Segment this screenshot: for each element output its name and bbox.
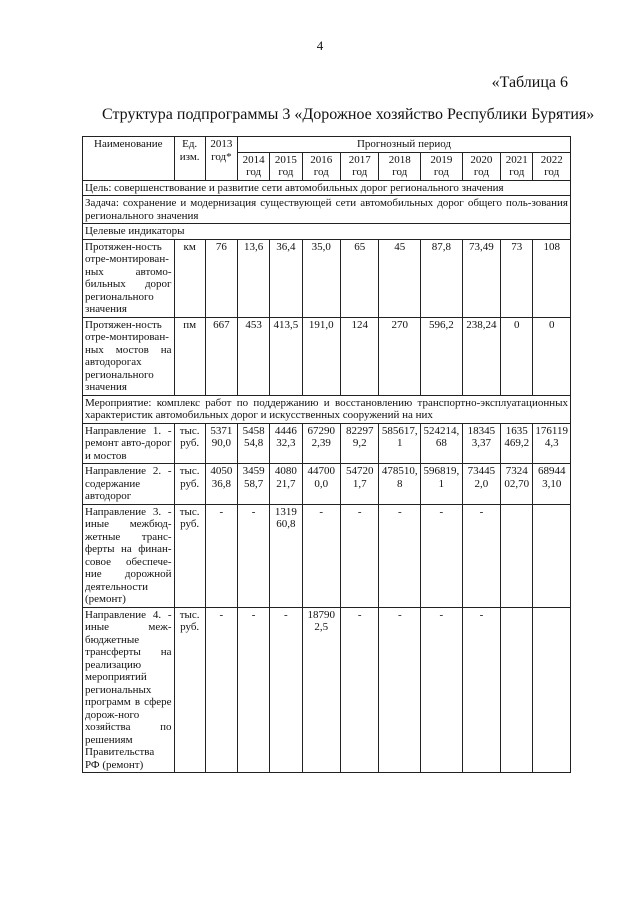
row-unit: тыс. руб. bbox=[174, 423, 205, 464]
cell-value: 0 bbox=[501, 317, 533, 395]
cell-value: 345958,7 bbox=[238, 464, 270, 505]
cell-value: - bbox=[238, 607, 270, 773]
cell-value: 73 bbox=[501, 239, 533, 317]
cell-value: 35,0 bbox=[302, 239, 340, 317]
table-row bbox=[83, 317, 571, 395]
row-name: Направление 3. - иные межбюд-жетные транс-ферты на финан-совое обеспече-ние дорожной деятельности (ремонт) bbox=[83, 504, 175, 607]
cell-value: - bbox=[462, 504, 500, 607]
header-unit: Ед. изм. bbox=[174, 137, 205, 181]
row-unit: тыс. руб. bbox=[174, 504, 205, 607]
header-row bbox=[83, 137, 571, 153]
header-year: 2017 год bbox=[340, 152, 378, 180]
header-year: 2016 год bbox=[302, 152, 340, 180]
cell-value: 270 bbox=[379, 317, 421, 395]
cell-value: 689443,10 bbox=[533, 464, 571, 505]
cell-value: 732402,70 bbox=[501, 464, 533, 505]
cell-value: 76 bbox=[205, 239, 237, 317]
cell-value: - bbox=[205, 504, 237, 607]
cell-value: 596,2 bbox=[421, 317, 463, 395]
cell-value: 667 bbox=[205, 317, 237, 395]
row-name: Протяжен-ность отре-монтирован-ных автомо-бильных дорог регионального значения bbox=[83, 239, 175, 317]
cell-value: - bbox=[421, 504, 463, 607]
cell-value bbox=[533, 504, 571, 607]
cell-value: 238,24 bbox=[462, 317, 500, 395]
cell-value: 124 bbox=[340, 317, 378, 395]
table-label: «Таблица 6 bbox=[491, 74, 568, 91]
row-name: Направление 2. - содержание автодорог bbox=[83, 464, 175, 505]
cell-value: - bbox=[462, 607, 500, 773]
row-name: Направление 1. - ремонт авто-дорог и мостов bbox=[83, 423, 175, 464]
cell-value bbox=[501, 607, 533, 773]
header-year: 2020 год bbox=[462, 152, 500, 180]
cell-value: 183453,37 bbox=[462, 423, 500, 464]
indicators-label-row bbox=[83, 224, 571, 240]
cell-value: 545854,8 bbox=[238, 423, 270, 464]
cell-value: 547201,7 bbox=[340, 464, 378, 505]
cell-value: 585617,1 bbox=[379, 423, 421, 464]
cell-value: 131960,8 bbox=[270, 504, 302, 607]
document-title: Структура подпрограммы 3 «Дорожное хозяйство Республики Бурятия» bbox=[102, 106, 595, 123]
cell-value: - bbox=[205, 607, 237, 773]
cell-value: 13,6 bbox=[238, 239, 270, 317]
cell-value: 537190,0 bbox=[205, 423, 237, 464]
cell-value: 478510,8 bbox=[379, 464, 421, 505]
row-unit: тыс. руб. bbox=[174, 464, 205, 505]
task-row bbox=[83, 196, 571, 224]
cell-value: 87,8 bbox=[421, 239, 463, 317]
cell-value: 65 bbox=[340, 239, 378, 317]
row-unit: пм bbox=[174, 317, 205, 395]
cell-value: 1635469,2 bbox=[501, 423, 533, 464]
cell-value: 45 bbox=[379, 239, 421, 317]
task-text: Задача: сохранение и модернизация существующей сети автомобильных дорог общего поль-зования регионального значения bbox=[83, 196, 571, 224]
cell-value: 524214,68 bbox=[421, 423, 463, 464]
cell-value: 191,0 bbox=[302, 317, 340, 395]
row-unit: км bbox=[174, 239, 205, 317]
row-unit: тыс. руб. bbox=[174, 607, 205, 773]
indicators-label: Целевые индикаторы bbox=[83, 224, 571, 240]
table-row bbox=[83, 239, 571, 317]
cell-value: 108 bbox=[533, 239, 571, 317]
cell-value: 187902,5 bbox=[302, 607, 340, 773]
table-row bbox=[83, 504, 571, 607]
cell-value: 822979,2 bbox=[340, 423, 378, 464]
cell-value: 1761194,3 bbox=[533, 423, 571, 464]
header-year: 2021 год bbox=[501, 152, 533, 180]
cell-value: - bbox=[238, 504, 270, 607]
cell-value: - bbox=[340, 607, 378, 773]
cell-value bbox=[533, 607, 571, 773]
page-number: 4 bbox=[316, 38, 324, 53]
cell-value: - bbox=[340, 504, 378, 607]
header-year: 2014 год bbox=[238, 152, 270, 180]
header-year: 2019 год bbox=[421, 152, 463, 180]
cell-value: 405036,8 bbox=[205, 464, 237, 505]
measure-text: Мероприятие: комплекс работ по поддержанию и восстановлению транспортно-эксплуатационных характеристик автомобильных дорог и искусственных сооружений на них bbox=[83, 395, 571, 423]
goal-text: Цель: совершенствование и развитие сети автомобильных дорог регионального значения bbox=[83, 180, 571, 196]
cell-value: - bbox=[270, 607, 302, 773]
measure-row bbox=[83, 395, 571, 423]
cell-value bbox=[501, 504, 533, 607]
structure-table bbox=[82, 136, 571, 773]
header-year: 2015 год bbox=[270, 152, 302, 180]
header-base-year: 2013 год* bbox=[205, 137, 237, 181]
cell-value: 453 bbox=[238, 317, 270, 395]
cell-value: 596819,1 bbox=[421, 464, 463, 505]
cell-value: 672902,39 bbox=[302, 423, 340, 464]
header-year: 2022 год bbox=[533, 152, 571, 180]
cell-value: 36,4 bbox=[270, 239, 302, 317]
table-row bbox=[83, 607, 571, 773]
cell-value: - bbox=[421, 607, 463, 773]
header-year: 2018 год bbox=[379, 152, 421, 180]
header-name: Наименование bbox=[83, 137, 175, 181]
header-forecast: Прогнозный период bbox=[238, 137, 571, 153]
table-row bbox=[83, 464, 571, 505]
cell-value: - bbox=[302, 504, 340, 607]
cell-value: 0 bbox=[533, 317, 571, 395]
cell-value: 413,5 bbox=[270, 317, 302, 395]
goal-row bbox=[83, 180, 571, 196]
cell-value: - bbox=[379, 607, 421, 773]
cell-value: 408021,7 bbox=[270, 464, 302, 505]
cell-value: 73,49 bbox=[462, 239, 500, 317]
table-row bbox=[83, 423, 571, 464]
cell-value: - bbox=[379, 504, 421, 607]
cell-value: 444632,3 bbox=[270, 423, 302, 464]
row-name: Направление 4. - иные меж-бюджетные трансферты на реализацию мероприятий региональных программ в сфере дорож-ного хозяйства по решениям Правительства РФ (ремонт) bbox=[83, 607, 175, 773]
cell-value: 734452,0 bbox=[462, 464, 500, 505]
row-name: Протяжен-ность отре-монтирован-ных мостов на автодорогах регионального значения bbox=[83, 317, 175, 395]
cell-value: 447000,0 bbox=[302, 464, 340, 505]
